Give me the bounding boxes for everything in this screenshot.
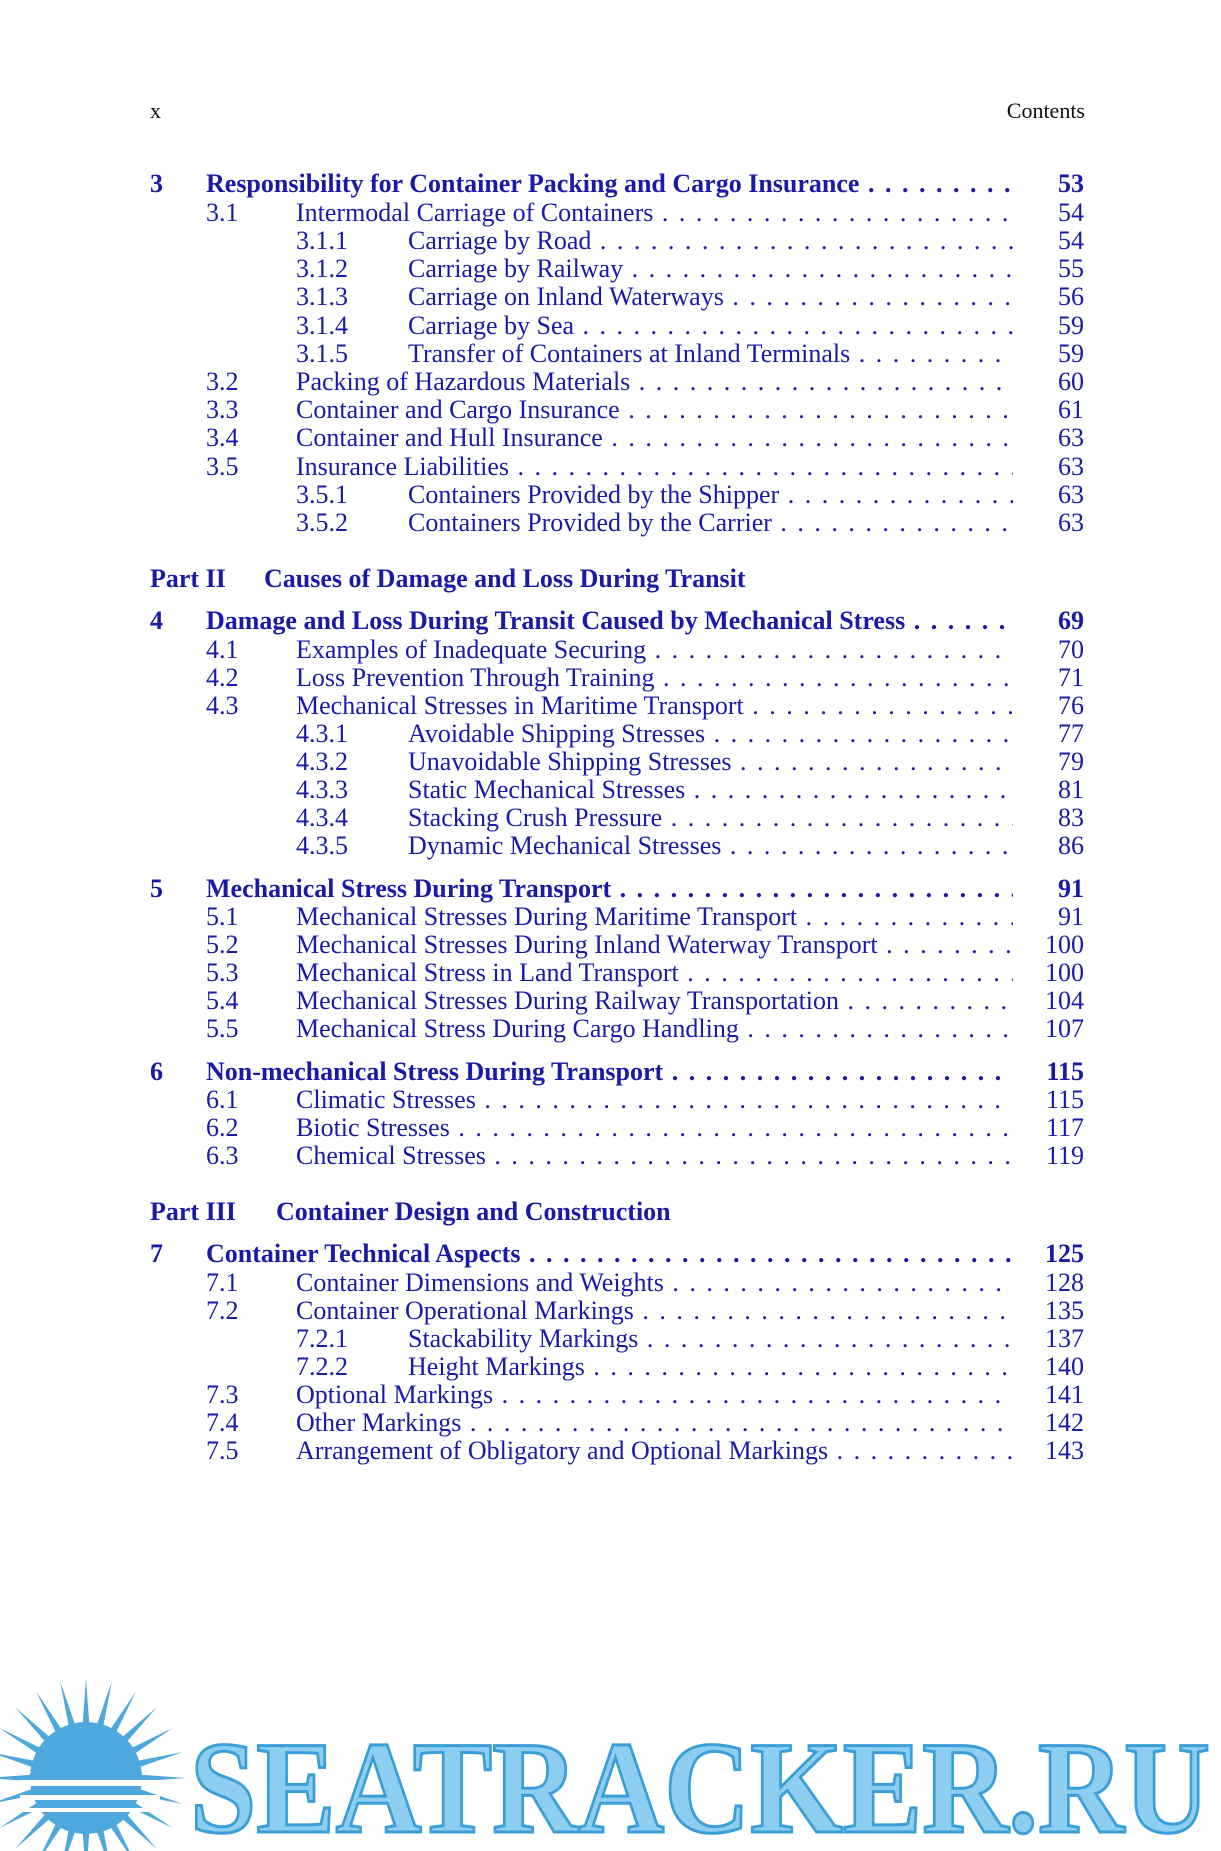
entry-page-number: 69 [1058, 606, 1084, 635]
entry-page-number: 76 [1058, 691, 1084, 720]
entry-number: 6.3 [206, 1141, 239, 1170]
part-label: Part II [150, 564, 226, 593]
section-entry[interactable] [0, 1434, 1221, 1468]
entry-title: Biotic Stresses . . . [296, 1111, 1013, 1145]
sun-burst-icon [0, 1678, 186, 1851]
entry-title: Packing of Hazardous Materials . . . [296, 365, 1013, 399]
entry-page-number: 71 [1058, 663, 1084, 692]
entry-number: 3.1.4 [296, 311, 348, 340]
entry-number: 3.3 [206, 395, 239, 424]
entry-page-number: 81 [1058, 775, 1084, 804]
entry-number: 7.4 [206, 1408, 239, 1437]
entry-number: 6.2 [206, 1113, 239, 1142]
entry-number: 4.3.2 [296, 747, 348, 776]
entry-number: 3.1.5 [296, 339, 348, 368]
entry-title: Container Technical Aspects . . . [206, 1237, 1013, 1271]
entry-page-number: 100 [1045, 958, 1084, 987]
entry-number: 5.1 [206, 902, 239, 931]
entry-number: 4.3.5 [296, 831, 348, 860]
entry-page-number: 119 [1045, 1141, 1084, 1170]
entry-number: 3.5 [206, 452, 239, 481]
entry-number: 7.3 [206, 1380, 239, 1409]
watermark-text: SEATRACKER.RU [190, 1714, 1210, 1851]
entry-number: 5.3 [206, 958, 239, 987]
entry-number: 3.1.3 [296, 282, 348, 311]
entry-number: 3.1 [206, 198, 239, 227]
entry-number: 4.3 [206, 691, 239, 720]
entry-title: Container Operational Markings . . . [296, 1294, 1013, 1328]
entry-title: Container and Hull Insurance . . . [296, 421, 1013, 455]
subsection-entry[interactable] [0, 506, 1221, 540]
entry-title: Insurance Liabilities . . . [296, 450, 1013, 484]
entry-number: 4.1 [206, 635, 239, 664]
entry-page-number: 61 [1058, 395, 1084, 424]
running-title: Contents [1006, 98, 1085, 123]
subsection-entry[interactable] [0, 829, 1221, 863]
entry-page-number: 63 [1058, 480, 1084, 509]
entry-number: 3.5.1 [296, 480, 348, 509]
entry-page-number: 56 [1058, 282, 1084, 311]
entry-page-number: 59 [1058, 339, 1084, 368]
entry-title: Carriage by Sea . . . [408, 309, 1013, 343]
entry-title: Containers Provided by the Carrier . . . [408, 506, 1013, 540]
entry-number: 5 [150, 874, 163, 903]
entry-number: 6 [150, 1057, 163, 1086]
entry-number: 4.2 [206, 663, 239, 692]
entry-page-number: 83 [1058, 803, 1084, 832]
section-entry[interactable] [0, 1139, 1221, 1173]
entry-page-number: 59 [1058, 311, 1084, 340]
entry-title: Static Mechanical Stresses . . . [408, 773, 1013, 807]
entry-title: Examples of Inadequate Securing . . . [296, 633, 1013, 667]
entry-number: 7.2.2 [296, 1352, 348, 1381]
entry-title: Damage and Loss During Transit Caused by Mechanical Stress . . . [206, 604, 1013, 638]
entry-page-number: 79 [1058, 747, 1084, 776]
entry-page-number: 54 [1058, 198, 1084, 227]
page-number: x [150, 98, 161, 123]
entry-title: Containers Provided by the Shipper . . . [408, 478, 1013, 512]
entry-page-number: 54 [1058, 226, 1084, 255]
entry-title: Unavoidable Shipping Stresses . . . [408, 745, 1013, 779]
entry-page-number: 55 [1058, 254, 1084, 283]
entry-number: 4 [150, 606, 163, 635]
entry-title: Stackability Markings . . . [408, 1322, 1013, 1356]
entry-number: 3.2 [206, 367, 239, 396]
entry-title: Avoidable Shipping Stresses . . . [408, 717, 1013, 751]
entry-number: 7.2.1 [296, 1324, 348, 1353]
entry-page-number: 140 [1045, 1352, 1084, 1381]
entry-number: 4.3.3 [296, 775, 348, 804]
entry-title: Arrangement of Obligatory and Optional Markings . . . [296, 1434, 1013, 1468]
entry-number: 3.4 [206, 423, 239, 452]
part-title: Container Design and Construction [276, 1197, 671, 1226]
entry-number: 5.4 [206, 986, 239, 1015]
entry-page-number: 137 [1045, 1324, 1084, 1353]
entry-page-number: 70 [1058, 635, 1084, 664]
section-entry[interactable] [0, 1012, 1221, 1046]
entry-title: Height Markings . . . [408, 1350, 1013, 1384]
entry-page-number: 91 [1058, 874, 1084, 903]
entry-number: 7 [150, 1239, 163, 1268]
entry-page-number: 91 [1058, 902, 1084, 931]
entry-page-number: 115 [1046, 1057, 1084, 1086]
entry-page-number: 107 [1045, 1014, 1084, 1043]
entry-page-number: 86 [1058, 831, 1084, 860]
entry-number: 3 [150, 169, 163, 198]
entry-number: 3.1.1 [296, 226, 348, 255]
entry-number: 7.1 [206, 1268, 239, 1297]
entry-page-number: 117 [1045, 1113, 1084, 1142]
entry-number: 6.1 [206, 1085, 239, 1114]
entry-title: Responsibility for Container Packing and Cargo Insurance . . . [206, 167, 1013, 201]
part-title: Causes of Damage and Loss During Transit [264, 564, 746, 593]
entry-page-number: 63 [1058, 508, 1084, 537]
entry-number: 7.5 [206, 1436, 239, 1465]
entry-title: Loss Prevention Through Training . . . [296, 661, 1013, 695]
entry-title: Other Markings . . . [296, 1406, 1013, 1440]
entry-title: Mechanical Stresses During Maritime Transport . . . [296, 900, 1013, 934]
entry-number: 5.5 [206, 1014, 239, 1043]
entry-number: 7.2 [206, 1296, 239, 1325]
entry-title: Chemical Stresses . . . [296, 1139, 1013, 1173]
entry-page-number: 125 [1045, 1239, 1084, 1268]
entry-page-number: 128 [1045, 1268, 1084, 1297]
entry-number: 3.1.2 [296, 254, 348, 283]
entry-page-number: 100 [1045, 930, 1084, 959]
entry-title: Transfer of Containers at Inland Terminals . . . [408, 337, 1013, 371]
entry-title: Dynamic Mechanical Stresses . . . [408, 829, 1013, 863]
entry-page-number: 53 [1058, 169, 1084, 198]
entry-page-number: 63 [1058, 423, 1084, 452]
entry-title: Stacking Crush Pressure . . . [408, 801, 1013, 835]
entry-page-number: 63 [1058, 452, 1084, 481]
entry-title: Mechanical Stress in Land Transport . . . [296, 956, 1013, 990]
watermark-logo [0, 1660, 1221, 1851]
entry-title: Mechanical Stresses During Inland Waterway Transport . . . [296, 928, 1013, 962]
entry-title: Mechanical Stresses During Railway Transportation . . . [296, 984, 1013, 1018]
entry-page-number: 104 [1045, 986, 1084, 1015]
entry-title: Carriage by Road . . . [408, 224, 1013, 258]
entry-page-number: 143 [1045, 1436, 1084, 1465]
entry-title: Carriage on Inland Waterways . . . [408, 280, 1013, 314]
entry-title: Optional Markings . . . [296, 1378, 1013, 1412]
entry-title: Non-mechanical Stress During Transport . . . [206, 1055, 1013, 1089]
entry-page-number: 115 [1045, 1085, 1084, 1114]
entry-page-number: 60 [1058, 367, 1084, 396]
entry-title: Mechanical Stress During Cargo Handling . . . [296, 1012, 1013, 1046]
entry-page-number: 141 [1045, 1380, 1084, 1409]
entry-number: 4.3.1 [296, 719, 348, 748]
part-label: Part III [150, 1197, 236, 1226]
entry-title: Mechanical Stress During Transport . . . [206, 872, 1013, 906]
entry-title: Climatic Stresses . . . [296, 1083, 1013, 1117]
entry-title: Intermodal Carriage of Containers . . . [296, 196, 1013, 230]
entry-number: 3.5.2 [296, 508, 348, 537]
entry-title: Container Dimensions and Weights . . . [296, 1266, 1013, 1300]
entry-title: Carriage by Railway . . . [408, 252, 1013, 286]
entry-title: Container and Cargo Insurance . . . [296, 393, 1013, 427]
entry-number: 4.3.4 [296, 803, 348, 832]
entry-number: 5.2 [206, 930, 239, 959]
entry-page-number: 77 [1058, 719, 1084, 748]
entry-title: Mechanical Stresses in Maritime Transport . . . [296, 689, 1013, 723]
entry-page-number: 142 [1045, 1408, 1084, 1437]
entry-page-number: 135 [1045, 1296, 1084, 1325]
